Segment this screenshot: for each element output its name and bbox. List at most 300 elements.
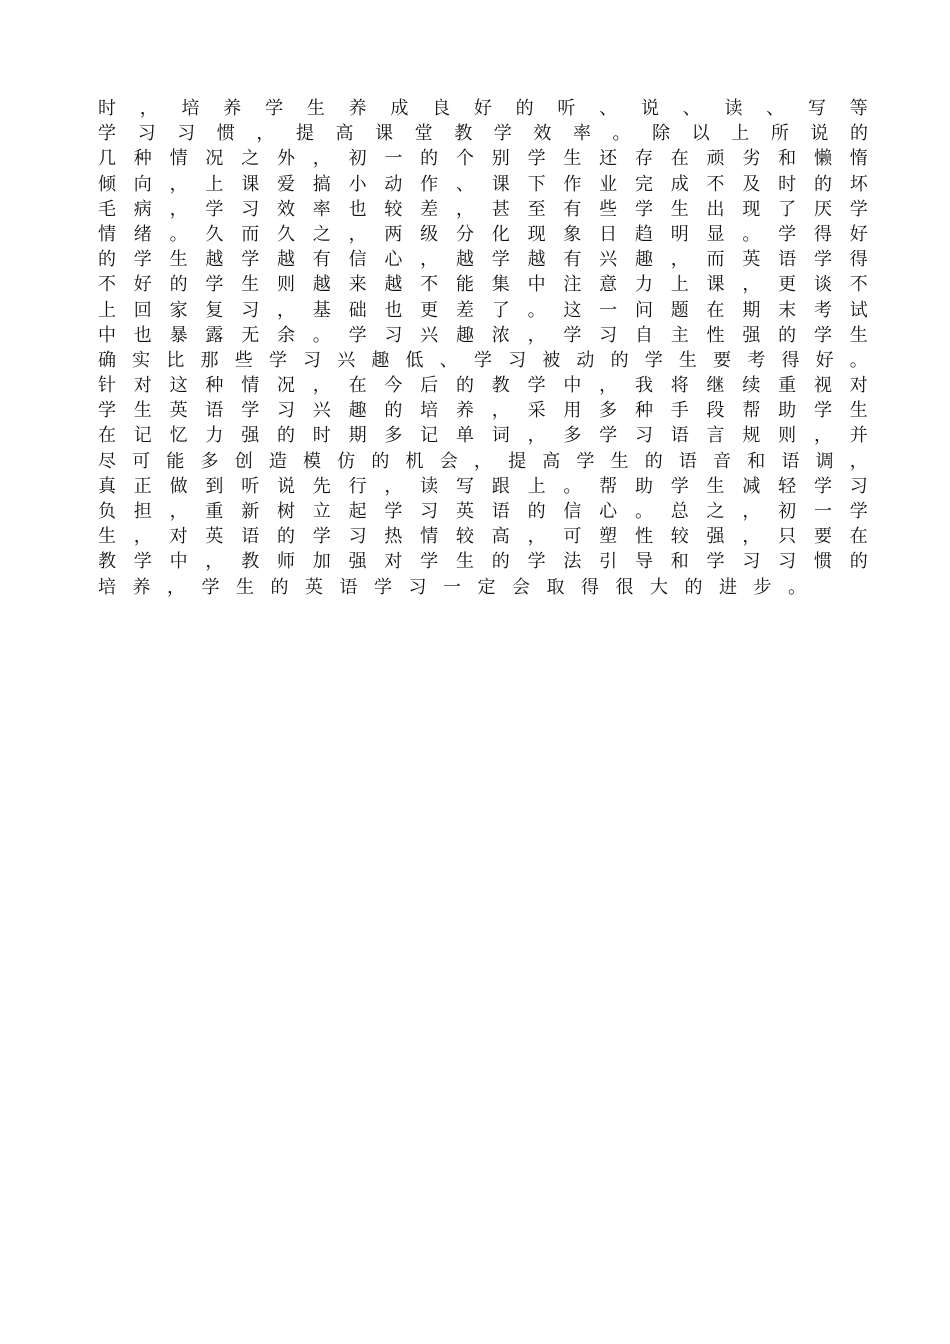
text-char: 生 <box>306 98 325 119</box>
text-char: 还 <box>599 148 618 170</box>
text-char: 学 <box>813 475 832 497</box>
text-char: 趣 <box>348 400 367 422</box>
text-char: ， <box>527 324 546 346</box>
text-char: 在 <box>98 425 116 447</box>
text-char: 法 <box>563 551 582 573</box>
text-char: ， <box>670 249 689 271</box>
text-char: 有 <box>312 249 331 271</box>
text-char: 的 <box>384 400 403 422</box>
text-char: 绪 <box>133 223 152 245</box>
text-char: 好 <box>133 274 152 296</box>
text-char: 生 <box>455 551 474 573</box>
text-char: 习 <box>303 349 322 371</box>
text-char: 种 <box>634 400 653 422</box>
text-char: 期 <box>348 425 367 447</box>
text-char: 得 <box>581 576 599 598</box>
text-char: 后 <box>420 375 439 397</box>
text-char: 懒 <box>813 148 832 170</box>
text-char: 学 <box>205 274 224 296</box>
text-char: 现 <box>742 198 761 220</box>
text-char: 坏 <box>849 173 868 195</box>
text-char: 则 <box>778 425 797 447</box>
text-char: 视 <box>813 375 832 397</box>
text-char: 主 <box>670 324 689 346</box>
text-char: 学 <box>205 198 224 220</box>
text-char: 生 <box>169 249 188 271</box>
text-char: 的 <box>276 526 295 548</box>
text-char: 学 <box>634 198 653 220</box>
text-char: 段 <box>706 400 725 422</box>
text-char: ， <box>742 501 761 522</box>
text-char: 调 <box>815 450 834 472</box>
text-char: 生 <box>849 324 868 346</box>
text-char: 语 <box>339 576 358 598</box>
text-char: 不 <box>849 274 868 296</box>
text-char: 自 <box>634 324 653 346</box>
text-char: 课 <box>706 274 725 296</box>
text-char: 帮 <box>599 475 618 497</box>
text-char: 。 <box>169 223 188 245</box>
text-char: 种 <box>133 148 152 170</box>
text-char: 初 <box>778 501 797 522</box>
text-char: 机 <box>405 450 424 472</box>
text-char: 负 <box>98 501 116 522</box>
text-char: 较 <box>384 198 403 220</box>
text-char: ， <box>849 450 868 472</box>
text-char: 的 <box>169 274 188 296</box>
text-char: 完 <box>634 173 653 195</box>
text-char: ， <box>256 123 275 145</box>
text-char: 在 <box>670 148 689 170</box>
text-char: 不 <box>706 173 725 195</box>
text-char: ， <box>169 198 188 220</box>
text-char: 习 <box>420 501 439 522</box>
text-char: 学 <box>312 526 331 548</box>
text-char: 考 <box>747 349 766 371</box>
text-char: 种 <box>205 375 224 397</box>
text-char: 露 <box>205 324 224 346</box>
text-char: 助 <box>778 400 797 422</box>
text-char: 末 <box>778 299 797 321</box>
text-char: 英 <box>742 249 761 271</box>
text-char: 病 <box>133 198 152 220</box>
text-line <box>98 197 868 222</box>
text-char: ， <box>742 274 761 296</box>
text-char: 学 <box>527 375 546 397</box>
text-char: 强 <box>241 425 260 447</box>
text-char: 学 <box>706 551 725 573</box>
text-char: 学 <box>98 123 116 145</box>
text-char: 习 <box>408 576 427 598</box>
text-char: 。 <box>527 299 546 321</box>
text-char: 语 <box>778 249 797 271</box>
text-char: 的 <box>684 576 703 598</box>
text-char: 高 <box>542 450 561 472</box>
text-char: ， <box>384 475 403 497</box>
text-char: 学 <box>493 123 512 145</box>
text-char: 学 <box>133 249 152 271</box>
text-char: 情 <box>169 148 188 170</box>
text-char: 。 <box>612 123 631 145</box>
text-char: 正 <box>133 475 152 497</box>
text-char: 养 <box>223 98 242 119</box>
text-char: 能 <box>455 274 474 296</box>
text-char: 比 <box>166 349 185 371</box>
text-char: 也 <box>348 198 367 220</box>
text-char: 得 <box>813 223 832 245</box>
text-char: 更 <box>778 274 797 296</box>
text-char: 情 <box>241 375 260 397</box>
text-char: 的 <box>515 98 534 119</box>
text-char: 得 <box>849 249 868 271</box>
text-line <box>98 323 868 348</box>
text-char: 时 <box>312 425 331 447</box>
text-char: 集 <box>491 274 510 296</box>
text-char: 确 <box>98 349 116 371</box>
text-char: 今 <box>384 375 403 397</box>
text-char: 学 <box>491 249 510 271</box>
text-char: 提 <box>295 123 314 145</box>
text-char: 惯 <box>813 551 832 573</box>
text-char: 习 <box>241 299 260 321</box>
text-char: 有 <box>563 249 582 271</box>
text-char: 得 <box>781 349 800 371</box>
text-char: 搞 <box>312 173 331 195</box>
text-char: 生 <box>236 576 254 598</box>
text-char: 用 <box>563 400 582 422</box>
text-char: 只 <box>778 526 797 548</box>
text-char: ， <box>312 375 331 397</box>
text-char: 习 <box>508 349 527 371</box>
text-char: 上 <box>527 475 546 497</box>
text-char: 时 <box>98 98 116 119</box>
text-line <box>98 474 868 499</box>
text-char: ， <box>473 450 492 472</box>
text-char: 差 <box>420 198 439 220</box>
text-char: 几 <box>98 148 116 170</box>
text-char: 家 <box>169 299 188 321</box>
text-char: 两 <box>384 223 403 245</box>
text-line <box>98 96 868 121</box>
text-line <box>98 172 868 197</box>
text-char: 则 <box>276 274 295 296</box>
text-char: 生 <box>241 274 260 296</box>
text-char: 好 <box>815 349 834 371</box>
text-char: 多 <box>563 425 582 447</box>
text-char: 学 <box>420 551 439 573</box>
text-char: 础 <box>348 299 367 321</box>
text-char: 手 <box>670 400 689 422</box>
text-char: 的 <box>276 425 295 447</box>
text-char: 之 <box>312 223 331 245</box>
text-char: 之 <box>706 501 725 522</box>
text-char: 久 <box>205 223 224 245</box>
text-char: 效 <box>276 198 295 220</box>
text-char: 的 <box>849 123 868 145</box>
text-char: 堂 <box>414 123 433 145</box>
text-char: 生 <box>563 148 582 170</box>
text-char: 差 <box>455 299 474 321</box>
text-char: 语 <box>670 425 689 447</box>
text-line <box>98 449 868 474</box>
text-char: 教 <box>491 375 510 397</box>
text-char: 越 <box>205 249 224 271</box>
text-char: 趋 <box>634 223 653 245</box>
text-char: 多 <box>599 400 618 422</box>
text-char: 帮 <box>742 400 761 422</box>
text-char: 读 <box>420 475 439 497</box>
text-char: 、 <box>439 349 458 371</box>
text-char: 说 <box>640 98 659 119</box>
text-char: 况 <box>276 375 295 397</box>
text-char: 所 <box>770 123 789 145</box>
text-char: 模 <box>303 450 322 472</box>
text-char: 要 <box>713 349 732 371</box>
text-char: 记 <box>420 425 439 447</box>
text-char: 较 <box>670 526 689 548</box>
text-char: 续 <box>742 375 761 397</box>
text-char: 音 <box>713 450 732 472</box>
text-char: 信 <box>348 249 367 271</box>
text-char: 那 <box>200 349 219 371</box>
text-char: 被 <box>542 349 561 371</box>
text-char: 会 <box>512 576 530 598</box>
text-char: 兴 <box>599 249 618 271</box>
text-char: 习 <box>137 123 156 145</box>
text-char: 写 <box>808 98 827 119</box>
text-char: 存 <box>634 148 653 170</box>
text-char: 性 <box>706 324 725 346</box>
text-char: 可 <box>563 526 582 548</box>
text-char: 回 <box>133 299 152 321</box>
text-char: ， <box>139 98 158 119</box>
text-char: 养 <box>132 576 151 598</box>
text-char: 、 <box>682 98 701 119</box>
text-char: 起 <box>348 501 367 522</box>
text-char: 重 <box>778 375 797 397</box>
text-char: 中 <box>563 375 582 397</box>
text-char: 步 <box>753 576 772 598</box>
text-char: 中 <box>169 551 188 573</box>
text-char: 复 <box>205 299 224 321</box>
text-char: 中 <box>98 324 116 346</box>
text-char: ， <box>312 148 331 170</box>
text-char: 言 <box>706 425 725 447</box>
text-char: 听 <box>557 98 576 119</box>
text-char: 。 <box>312 324 331 346</box>
text-char: 效 <box>533 123 552 145</box>
text-char: 兴 <box>312 400 331 422</box>
text-char: 说 <box>810 123 829 145</box>
text-char: 学 <box>473 349 492 371</box>
text-char: 多 <box>200 450 219 472</box>
text-char: 习 <box>276 400 295 422</box>
text-char: 倾 <box>98 173 116 195</box>
text-char: ， <box>527 425 546 447</box>
text-char: 习 <box>384 324 403 346</box>
text-char: 记 <box>133 425 152 447</box>
text-char: 强 <box>348 551 367 573</box>
text-char: 有 <box>563 198 582 220</box>
text-char: 等 <box>849 98 868 119</box>
text-char: 生 <box>98 526 116 548</box>
text-char: 学 <box>268 349 287 371</box>
text-char: 跟 <box>491 475 510 497</box>
text-char: 生 <box>133 400 152 422</box>
text-line <box>98 121 868 146</box>
text-char: 兴 <box>420 324 439 346</box>
text-char: ， <box>527 526 546 548</box>
text-char: 助 <box>634 475 653 497</box>
text-char: 谈 <box>813 274 832 296</box>
text-char: 心 <box>599 501 618 522</box>
text-char: ， <box>599 375 618 397</box>
text-char: 先 <box>312 475 331 497</box>
text-char: 、 <box>455 173 474 195</box>
text-char: 而 <box>241 223 260 245</box>
text-char: 可 <box>132 450 151 472</box>
text-char: 很 <box>615 576 634 598</box>
text-char: ， <box>348 223 367 245</box>
text-char: 对 <box>384 551 403 573</box>
text-char: 也 <box>384 299 403 321</box>
text-char: 越 <box>312 274 331 296</box>
text-line <box>98 373 868 398</box>
text-char: 要 <box>813 526 832 548</box>
text-char: 一 <box>813 501 832 522</box>
text-char: 我 <box>634 375 653 397</box>
text-char: 出 <box>706 198 725 220</box>
text-char: 考 <box>813 299 832 321</box>
text-char: 会 <box>439 450 458 472</box>
text-char: ， <box>169 173 188 195</box>
text-char: 学 <box>133 551 152 573</box>
text-char: 到 <box>205 475 224 497</box>
text-char: 高 <box>491 526 510 548</box>
text-char: 采 <box>527 400 546 422</box>
text-char: 。 <box>849 349 868 371</box>
text-char: 这 <box>563 299 582 321</box>
text-line <box>98 146 868 171</box>
text-char: ， <box>276 299 295 321</box>
text-char: 不 <box>98 274 116 296</box>
text-char: 培 <box>98 576 116 598</box>
text-char: 语 <box>781 450 800 472</box>
text-char: ， <box>455 198 474 220</box>
text-char: 学 <box>813 249 832 271</box>
text-char: 上 <box>670 274 689 296</box>
text-char: 英 <box>169 400 188 422</box>
text-char: 取 <box>546 576 565 598</box>
text-char: 兴 <box>337 349 356 371</box>
text-char: 之 <box>241 148 260 170</box>
text-char: 学 <box>374 576 392 598</box>
text-char: 甚 <box>491 198 510 220</box>
text-char: 学 <box>813 400 832 422</box>
text-char: 学 <box>201 576 220 598</box>
text-char: 学 <box>527 148 546 170</box>
text-char: 学 <box>98 400 116 422</box>
text-char: 习 <box>348 526 367 548</box>
text-char: 语 <box>205 400 224 422</box>
text-char: 一 <box>384 148 403 170</box>
text-char: 力 <box>205 425 224 447</box>
text-char: 良 <box>432 98 451 119</box>
text-char: 针 <box>98 375 116 397</box>
text-char: 成 <box>390 98 409 119</box>
text-char: 信 <box>563 501 582 522</box>
text-char: 尽 <box>98 450 116 472</box>
text-char: 强 <box>706 526 725 548</box>
text-char: 英 <box>455 501 474 522</box>
text-char: 英 <box>205 526 224 548</box>
text-char: 而 <box>706 249 725 271</box>
text-char: 除 <box>652 123 671 145</box>
text-char: 分 <box>455 223 474 245</box>
text-char: 规 <box>742 425 761 447</box>
text-char: 试 <box>849 299 868 321</box>
text-line <box>98 499 868 524</box>
text-char: 越 <box>527 249 546 271</box>
text-char: 。 <box>742 223 761 245</box>
text-char: 新 <box>241 501 260 522</box>
text-char: 期 <box>742 299 761 321</box>
text-char: 注 <box>563 274 582 296</box>
text-char: 习 <box>599 324 618 346</box>
text-char: 向 <box>133 173 152 195</box>
text-char: 导 <box>634 551 653 573</box>
text-char: 在 <box>348 375 367 397</box>
text-char: 业 <box>599 173 618 195</box>
text-char: 塑 <box>599 526 618 548</box>
text-char: 生 <box>849 400 868 422</box>
text-char: 也 <box>133 324 152 346</box>
text-char: 暴 <box>169 324 188 346</box>
text-char: 情 <box>420 526 439 548</box>
text-char: 学 <box>348 324 367 346</box>
text-char: 高 <box>335 123 354 145</box>
text-char: 课 <box>375 123 394 145</box>
text-char: 力 <box>634 274 653 296</box>
text-char: 一 <box>599 299 618 321</box>
text-char: 更 <box>420 299 439 321</box>
text-char: 课 <box>491 173 510 195</box>
text-char: 生 <box>678 349 697 371</box>
text-char: ， <box>813 425 832 447</box>
text-char: 级 <box>420 223 439 245</box>
text-char: 动 <box>576 349 595 371</box>
text-char: 了 <box>778 198 797 220</box>
text-char: 趣 <box>634 249 653 271</box>
text-char: 担 <box>133 501 152 522</box>
text-char: 减 <box>742 475 761 497</box>
text-char: 习 <box>634 425 653 447</box>
text-char: 、 <box>599 98 618 119</box>
text-char: 了 <box>491 299 510 321</box>
text-char: 忆 <box>169 425 188 447</box>
text-char: 况 <box>205 148 224 170</box>
text-char: 无 <box>241 324 260 346</box>
text-char: 惰 <box>849 148 868 170</box>
text-char: 的 <box>420 148 439 170</box>
text-char: 词 <box>491 425 510 447</box>
text-char: 显 <box>706 223 725 245</box>
text-char: 的 <box>778 324 797 346</box>
text-char: 创 <box>234 450 253 472</box>
text-char: ， <box>491 400 510 422</box>
text-char: 习 <box>241 198 260 220</box>
text-char: 和 <box>670 551 689 573</box>
